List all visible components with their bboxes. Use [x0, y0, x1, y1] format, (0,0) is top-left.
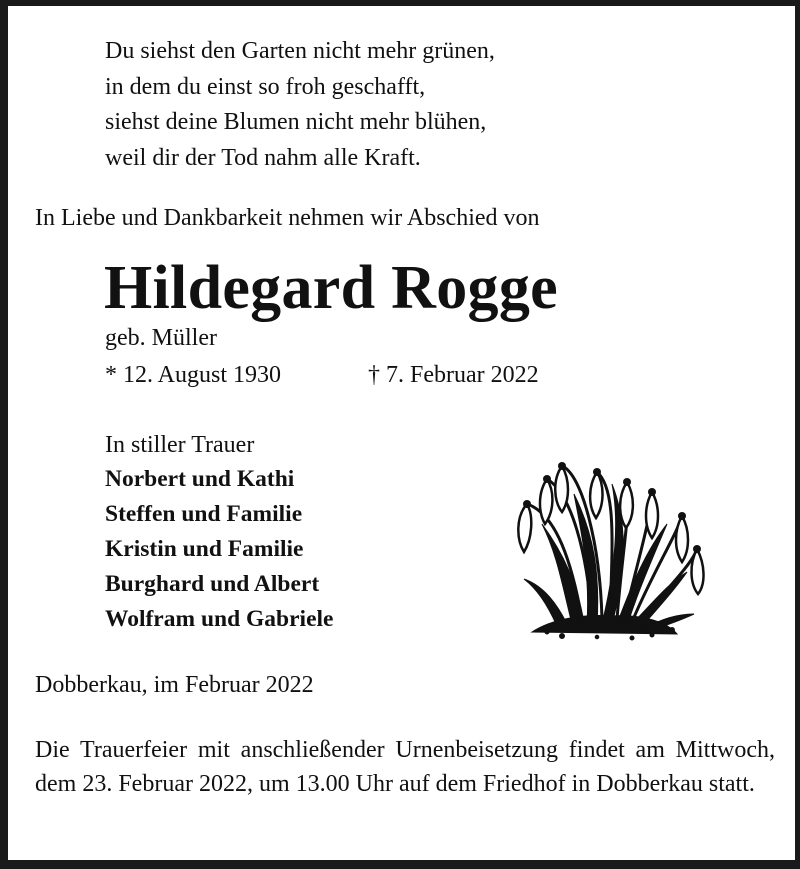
mourner-name: Burghard und Albert	[105, 571, 320, 597]
poem-line: in dem du einst so froh geschafft,	[105, 73, 426, 100]
mourner-name: Kristin und Familie	[105, 536, 304, 562]
poem-line: weil dir der Tod nahm alle Kraft.	[105, 144, 421, 171]
snowdrop-flowers-icon	[502, 454, 712, 644]
mourning-heading: In stiller Trauer	[105, 432, 255, 458]
maiden-name: geb. Müller	[105, 325, 217, 351]
funeral-service-note: Die Trauerfeier mit anschließender Urnenbeisetzung findet am Mittwoch, dem 23. Februar 2022, um 13.00 Uhr auf dem Friedhof in Dobberkau statt.	[35, 737, 775, 797]
poem	[105, 34, 495, 176]
birth-date: * 12. August 1930	[105, 362, 282, 388]
poem-line: siehst deine Blumen nicht mehr blühen,	[105, 109, 487, 135]
mourners-list	[105, 462, 333, 637]
place-and-date: Dobberkau, im Februar 2022	[35, 672, 314, 698]
farewell-intro: In Liebe und Dankbarkeit nehmen wir Abschied von	[35, 205, 540, 231]
mourner-name: Steffen und Familie	[105, 501, 303, 527]
deceased-name: Hildegard Rogge	[104, 254, 558, 322]
mourner-name: Norbert und Kathi	[105, 466, 295, 492]
poem-line: Du siehst den Garten nicht mehr grünen,	[105, 38, 495, 64]
death-date: † 7. Februar 2022	[368, 362, 539, 388]
mourner-name: Wolfram und Gabriele	[105, 606, 334, 632]
